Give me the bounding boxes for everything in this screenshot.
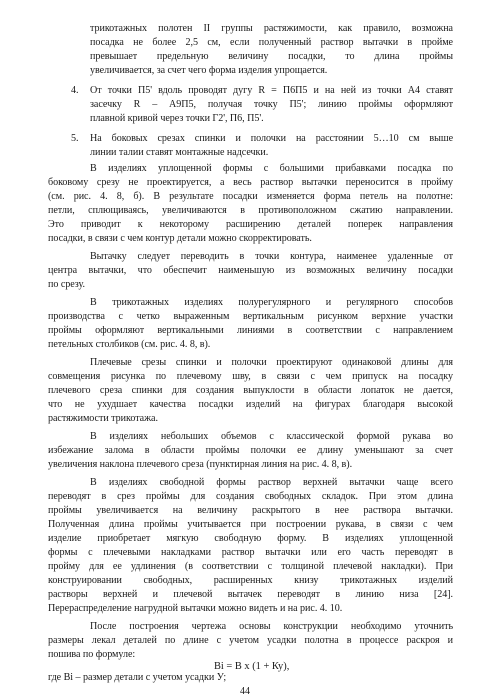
text-line: проймы увеличивается на величину раскрытого в нее раствора вытачки. [48,505,453,516]
text-line: Вытачку следует переводить в точки контура, наименее удаленные от [90,251,453,262]
text-line: (см. рис. 4. 8, б). В результате посадки изменяется форма петель на полотне: [48,191,453,202]
text-line: Это приводит к некоторому расширению деталей поперек направления [48,219,453,230]
text-line: Полученная длина проймы учитывается при построении рукава, в связи с чем [48,519,453,530]
text-line: засечку R – А9П5, получая точку П5'; линию проймы оформляют [90,99,453,110]
text-line: трикотажных полотен II группы растяжимости, как правило, возможна [90,23,453,34]
text-line: увеличения наклона плечевого среза (пунктирная линия на рис. 4. 8, в). [48,459,353,470]
text-line: проймы оформляют вертикальными линиями в соответствии с направлением [48,325,453,336]
text-line: пройму для ее удлинения (в соответствии с толщиной плечевой накладки). При [48,561,453,572]
text-line: линии талии ставят монтажные надсечки. [90,147,269,158]
text-line: На боковых срезах спинки и полочки на расстоянии 5…10 см выше [90,133,453,144]
text-line: плавной кривой через точки Г2', П6, П5'. [90,113,264,124]
text-line: совмещения рисунка по плечевому шву, в связи с чем припуск на посадку [48,371,453,382]
text-line: переводят в срез проймы для создания свободных складок. При этом длина [48,491,453,502]
text-line: производства с четко выраженным вертикальным рисунком верхние участки [48,311,453,322]
text-line: размеры лекал деталей по длине с учетом усадки полотна в процессе раскроя и [48,635,453,646]
text-line: растяжимости трикотажа. [48,413,158,424]
text-line: увеличивается, за счет чего форма изделия упрощается. [90,65,328,76]
text-line: После построения чертежа основы конструкции необходимо уточнить [90,621,453,632]
text-line: посадки, в связи с чем контур детали можно скорректировать. [48,233,312,244]
text-line: От точки П5' вдоль проводят дугу R = П6П5 и на ней из точки А4 ставят [90,85,453,96]
text-line: избежание залома в области проймы полочки ее длину уменьшают за счет [48,445,453,456]
text-line: петельных столбиков (см. рис. 4. 8, в). [48,339,211,350]
text-line: В трикотажных изделиях полурегулярного и регулярного способов [90,297,453,308]
text-line: что не ухудшает качества посадки изделий на фигурах благодаря высокой [48,399,453,410]
text-line: пошива по формуле: [48,649,136,660]
text-line: В изделиях уплощенной формы с большими прибавками посадка по [90,163,453,174]
list-number: 4. [71,85,79,96]
text-line: формы с плечевыми накладками раствор вытачки или его часть переводят в [48,547,453,558]
text-line: В изделиях небольших объемов с классической формой рукава во [90,431,453,442]
text-line: конструировании свободных, расширенных книзу трикотажных изделий [48,575,453,586]
formula: Вi = В x (1 + Ку), [214,661,290,672]
text-line: Плечевые срезы спинки и полочки проектируют одинаковой длины для [90,357,453,368]
text-line: растворы верхней и плечевой вытачек переводят в линию низа [24]. [48,589,453,600]
page-number: 44 [240,686,250,697]
text-line: центра вытачки, что обеспечит наименьшую из возможных величину посадки [48,265,453,276]
text-line: посадка не более 2,5 см, если полученный раствор вытачки в пройме [90,37,453,48]
text-line: Перераспределение нагрудной вытачки можно видеть и на рис. 4. 10. [48,603,343,614]
text-line: боковому срезу не проектируется, а весь раствор вытачки переносится в пройму [48,177,453,188]
text-line: плечевого среза спинки для создания выпуклости в области лопаток не дается, [48,385,453,396]
text-line: по срезу. [48,279,85,290]
list-number: 5. [71,133,79,144]
text-line: В изделиях свободной формы раствор верхней вытачки чаще всего [90,477,453,488]
text-line: петли, сплющиваясь, увеличиваются в противоположном сжатию направлении. [48,205,453,216]
text-line: превышает предельную величину посадки, то длина проймы [90,51,453,62]
text-line: изделие приобретает мягкую свободную форму. В изделиях уплощенной [48,533,453,544]
text-line: где Вi – размер детали с учетом усадки У; [48,672,227,683]
